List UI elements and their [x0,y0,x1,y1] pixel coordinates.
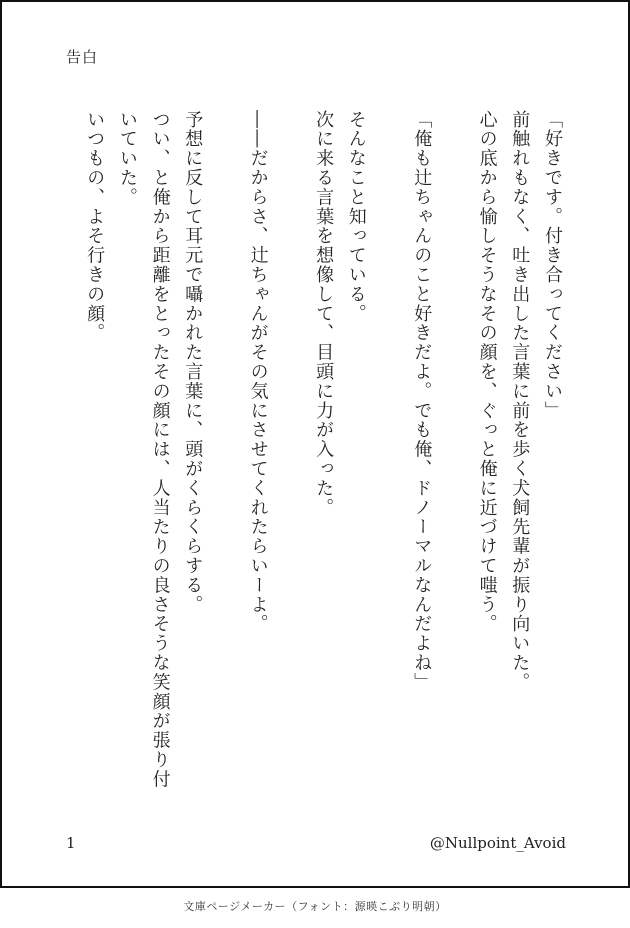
blank-line [372,110,405,800]
page-number: 1 [66,834,76,852]
paragraph: そんなこと知っている。 [345,110,367,324]
paragraph: 「俺も辻ちゃんのこと好きだよ。でも俺、ドノーマルなんだよね」 [411,110,433,692]
paragraph: 前触れもなく、吐き出した言葉に前を歩く犬飼先輩が振り向いた。 [509,110,531,692]
blank-line [437,110,470,800]
blank-line [208,110,241,800]
paragraph: つい、と俺から距離をとったその顔には、人当たりの良さそうな笑顔が張り付いていた。 [116,110,171,789]
page-title: 告白 [66,48,99,66]
generator-credit: 文庫ページメーカー（フォント：源暎こぶり明朝） [183,900,447,913]
vertical-body-text [77,110,568,800]
paragraph: 心の底から愉しそうなその顔を、ぐっと俺に近づけて嗤う。 [476,110,498,634]
author-handle: @Nullpoint_Avoid [429,834,566,852]
paragraph: 次に来る言葉を想像して、目頭に力が入った。 [313,110,335,518]
paragraph: ――だからさ、辻ちゃんがその気にさせてくれたらいーよ。 [247,110,269,634]
paragraph: 予想に反して耳元で囁かれた言葉に、頭がくらくらする。 [182,110,204,615]
paragraph: 「好きです。付き合ってください」 [542,110,563,421]
paragraph: いつもの、よそ行きの顔。 [84,110,106,343]
blank-line [274,110,307,800]
